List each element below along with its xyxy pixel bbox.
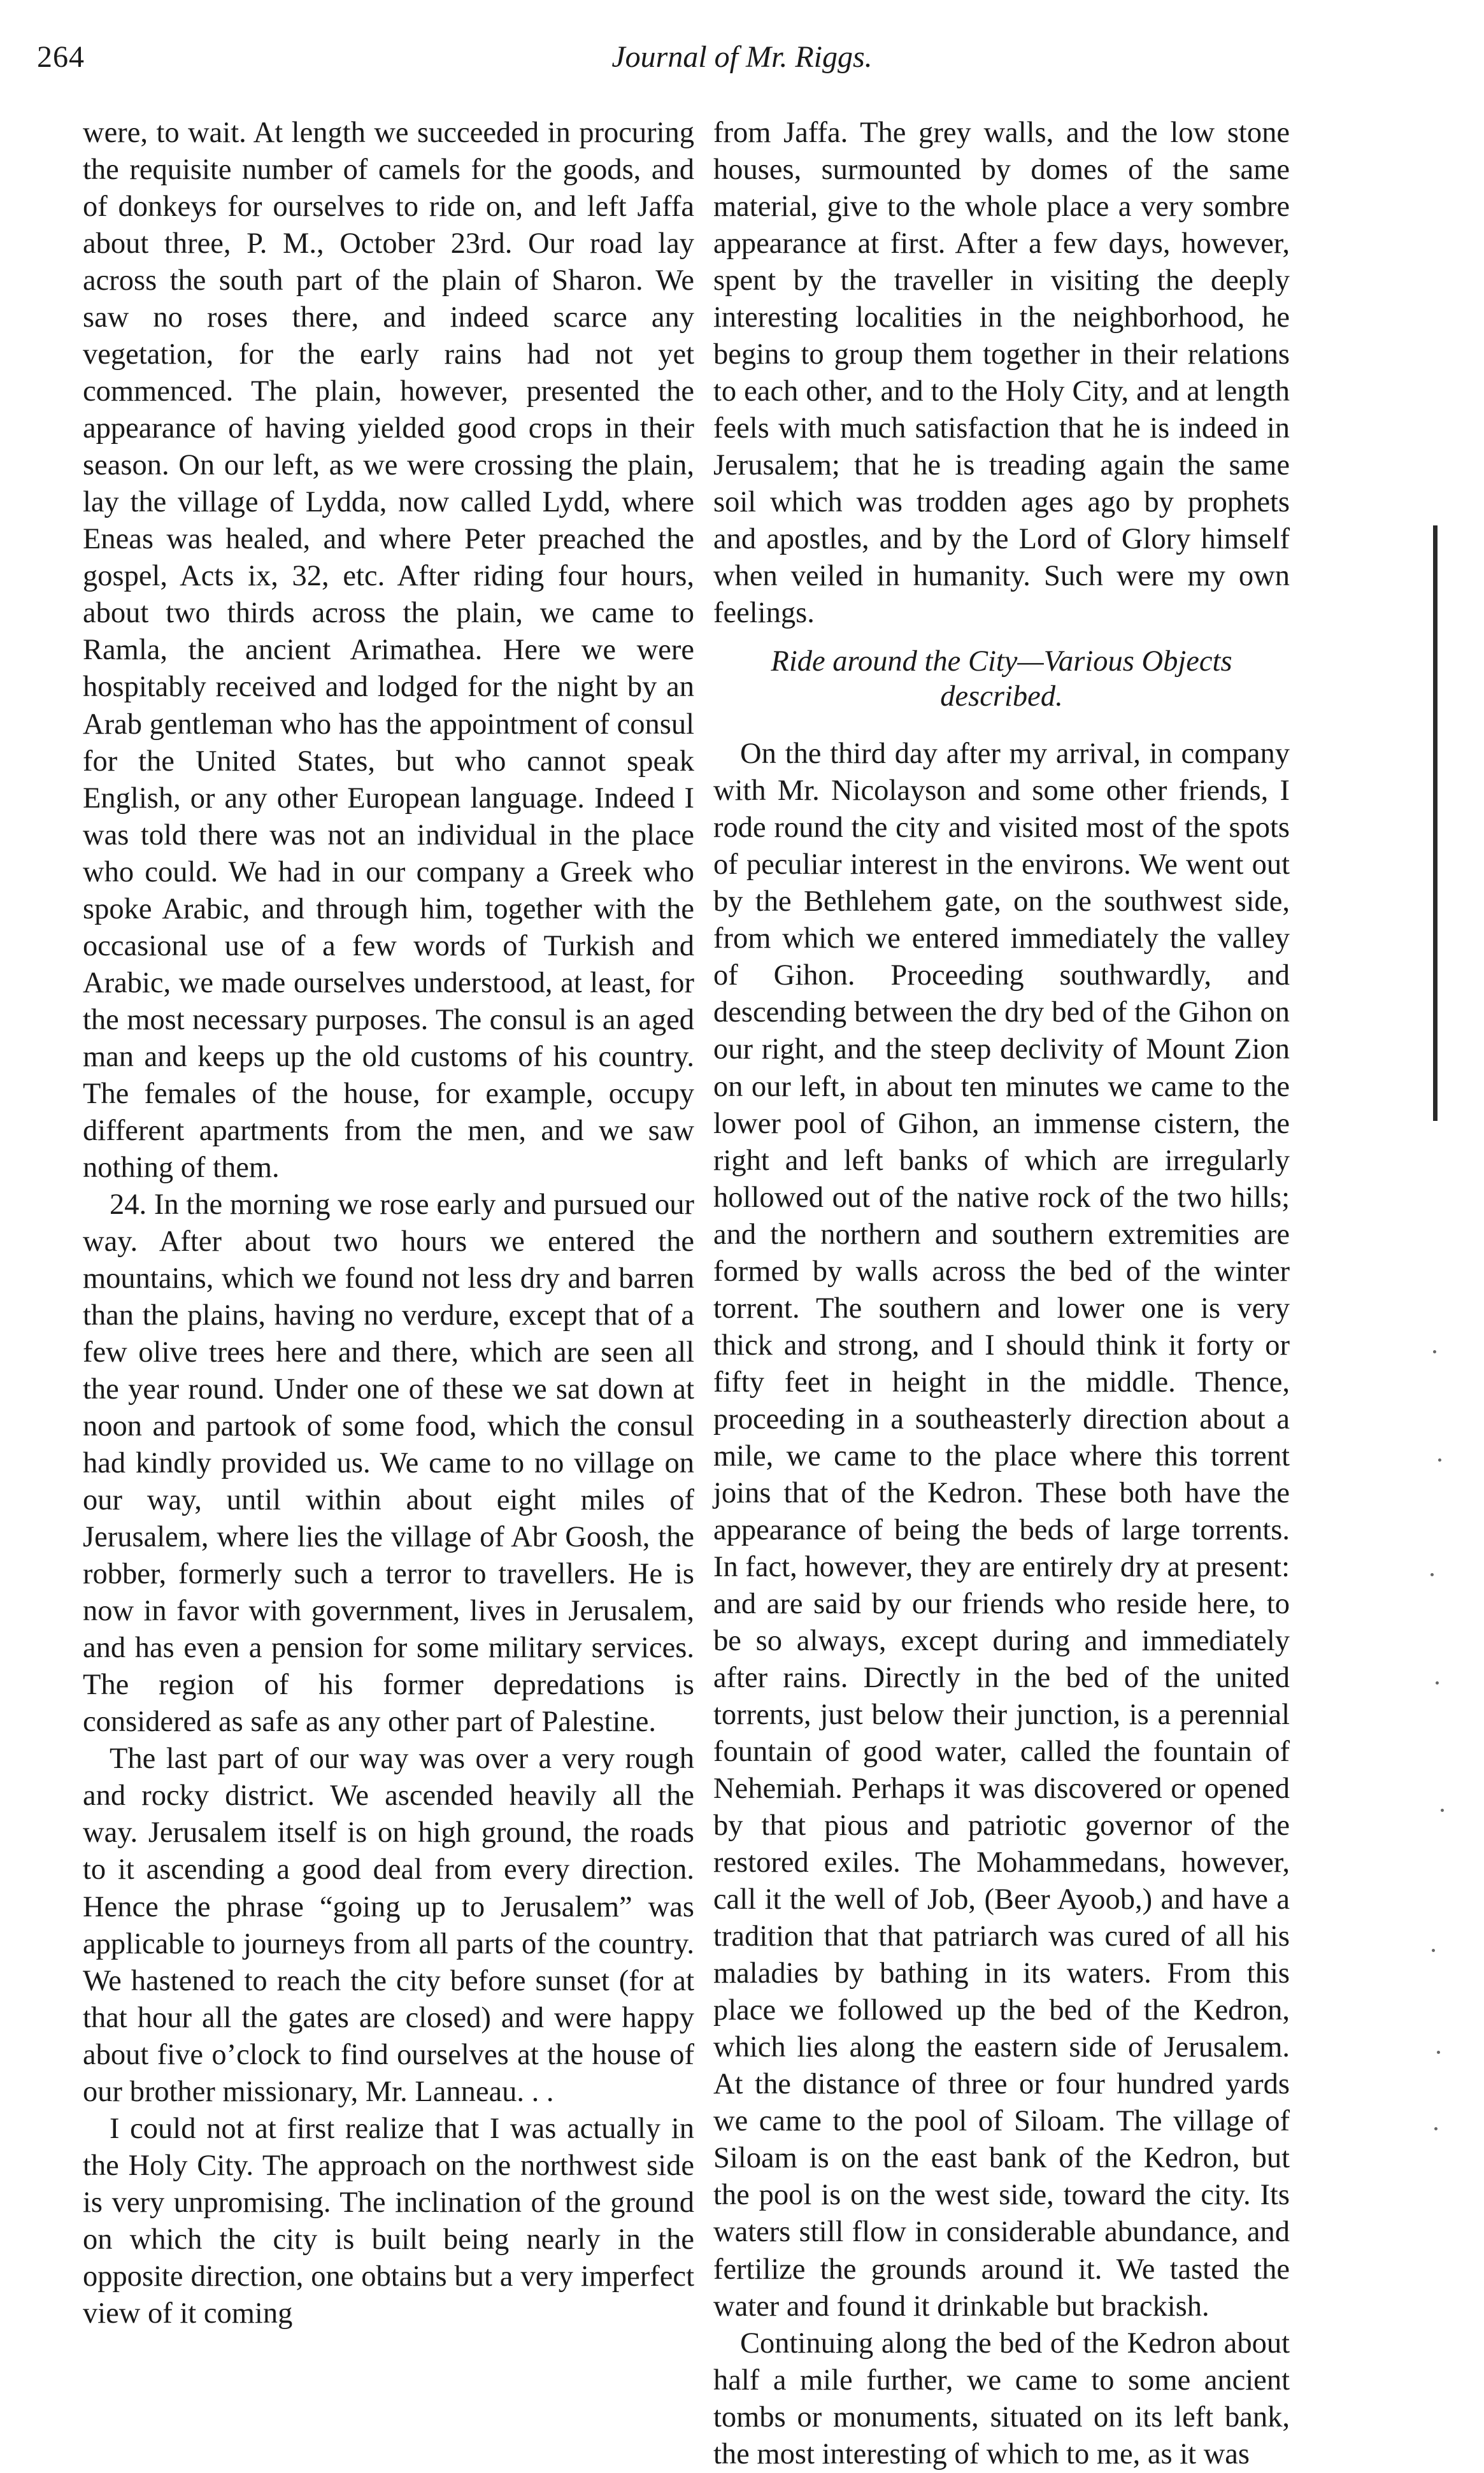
paragraph: from Jaffa. The grey walls, and the low stone houses, surmounted by domes of the same material, give to the whole place a very sombre appearance at first. After a few days, however, spent by the traveller in visiting the deeply interesting localities in the neighborhood, he begins to group them together in their relations to each other, and to the Holy City, and at length feels with much satisfaction that he is indeed in Jerusalem; that he is treading again the same soil which was trodden ages ago by prophets and apostles, and by the Lord of Glory himself when veiled in humanity. Such were my own feelings. xyxy=(713,117,1290,630)
margin-scan-mark xyxy=(1433,525,1438,1121)
paragraph: were, to wait. At length we succeeded in procuring the requisite number of camels for the goods, and of donkeys for ourselves to ride on, and left Jaffa about three, P. M., October 23rd. Our road lay across the south part of the plain of Sharon. We saw no roses there, and indeed scarce any vegetation, for the early rains had not yet commenced. The plain, however, presented the appearance of having yielded good crops in their season. On our left, as we were crossing the plain, lay the village of Lydda, now called Lydd, where Eneas was healed, and where Peter preached the gospel, Acts ix, 32, etc. After riding four hours, about two thirds across the plain, we came to Ramla, the ancient Arimathea. Here we were hospitably received and lodged for the night by an Arab gentleman who has the appointment of consul for the United States, but who cannot speak English, or any other European language. Indeed I was told there was not an individual in the place who could. We had in our company a Greek who spoke Arabic, and through him, together with the occasional use of a few words of Turkish and Arabic, we made ourselves understood, at least, for the most necessary purposes. The consul is an aged man and keeps up the old customs of his country. The females of the house, for example, occupy different apartments from the men, and we saw nothing of them. xyxy=(83,117,694,1184)
left-column xyxy=(83,115,694,2332)
right-column xyxy=(713,115,1290,2473)
running-title: Journal of Mr. Riggs. xyxy=(611,40,873,74)
section-heading: Ride around the City—Various Objects described. xyxy=(771,645,1232,713)
paragraph: Continuing along the bed of the Kedron about half a mile further, we came to some ancient tombs or monuments, situated on its left bank, the most interesting of which to me, as it was xyxy=(713,2327,1290,2470)
paragraph: The last part of our way was over a very rough and rocky district. We ascended heavily all the way. Jerusalem itself is on high ground, the roads to it ascending a good deal from every direction. Hence the phrase “going up to Jerusalem” was applicable to journeys from all parts of the country. We hastened to reach the city before sunset (for at that hour all the gates are closed) and were happy about five o’clock to find ourselves at the house of our brother missionary, Mr. Lanneau. . . xyxy=(83,1743,694,2108)
paragraph: 24. In the morning we rose early and pursued our way. After about two hours we entered the mountains, which we found not less dry and barren than the plains, having no verdure, except that of a few olive trees here and there, which are seen all the year round. Under one of these we sat down at noon and partook of some food, which the consul had kindly provided us. We came to no village on our way, until within about eight miles of Jerusalem, where lies the village of Abr Goosh, the robber, formerly such a terror to travellers. He is now in favor with government, lives in Jerusalem, and has even a pension for some military services. The region of his former depredations is considered as safe as any other part of Palestine. xyxy=(83,1188,694,1739)
paragraph: On the third day after my arrival, in company with Mr. Nicolayson and some other friends, I rode round the city and visited most of the spots of peculiar interest in the environs. We went out by the Bethlehem gate, on the southwest side, from which we entered immediately the valley of Gihon. Proceeding southwardly, and descending between the dry bed of the Gihon on our right, and the steep declivity of Mount Zion on our left, in about ten minutes we came to the lower pool of Gihon, an immense cistern, the right and left banks of which are irregularly hollowed out of the native rock of the two hills; and the northern and southern extremities are formed by walls across the bed of the winter torrent. The southern and lower one is very thick and strong, and I should think it forty or fifty feet in height in the middle. Thence, proceeding in a southeasterly direction about a mile, we came to the place where this torrent joins that of the Kedron. These both have the appearance of being the beds of large torrents. In fact, however, they are entirely dry at present: and are said by our friends who reside here, to be so always, except during and immediately after rains. Directly in the bed of the united torrents, just below their junction, is a perennial fountain of good water, called the fountain of Nehemiah. Perhaps it was discovered or opened by that pious and patriotic governor of the restored exiles. The Mohammedans, however, call it the well of Job, (Beer Ayoob,) and have a tradition that that patriarch was cured of all his maladies by bathing in its waters. From this place we followed up the bed of the Kedron, which lies along the eastern side of Jerusalem. At the distance of three or four hundred yards we came to the pool of Siloam. The village of Siloam is on the east bank of the Kedron, but the pool is on the west side, toward the city. Its waters still flow in considerable abundance, and fertilize the grounds around it. We tasted the water and found it drinkable but brackish. xyxy=(713,738,1290,2323)
margin-specks xyxy=(1427,1325,1465,2153)
page-number: 264 xyxy=(37,40,85,74)
paragraph: I could not at first realize that I was actually in the Holy City. The approach on the northwest side is very unpromising. The inclination of the ground on which the city is built being nearly in the opposite direction, one obtains but a very imperfect view of it coming xyxy=(83,2112,694,2330)
